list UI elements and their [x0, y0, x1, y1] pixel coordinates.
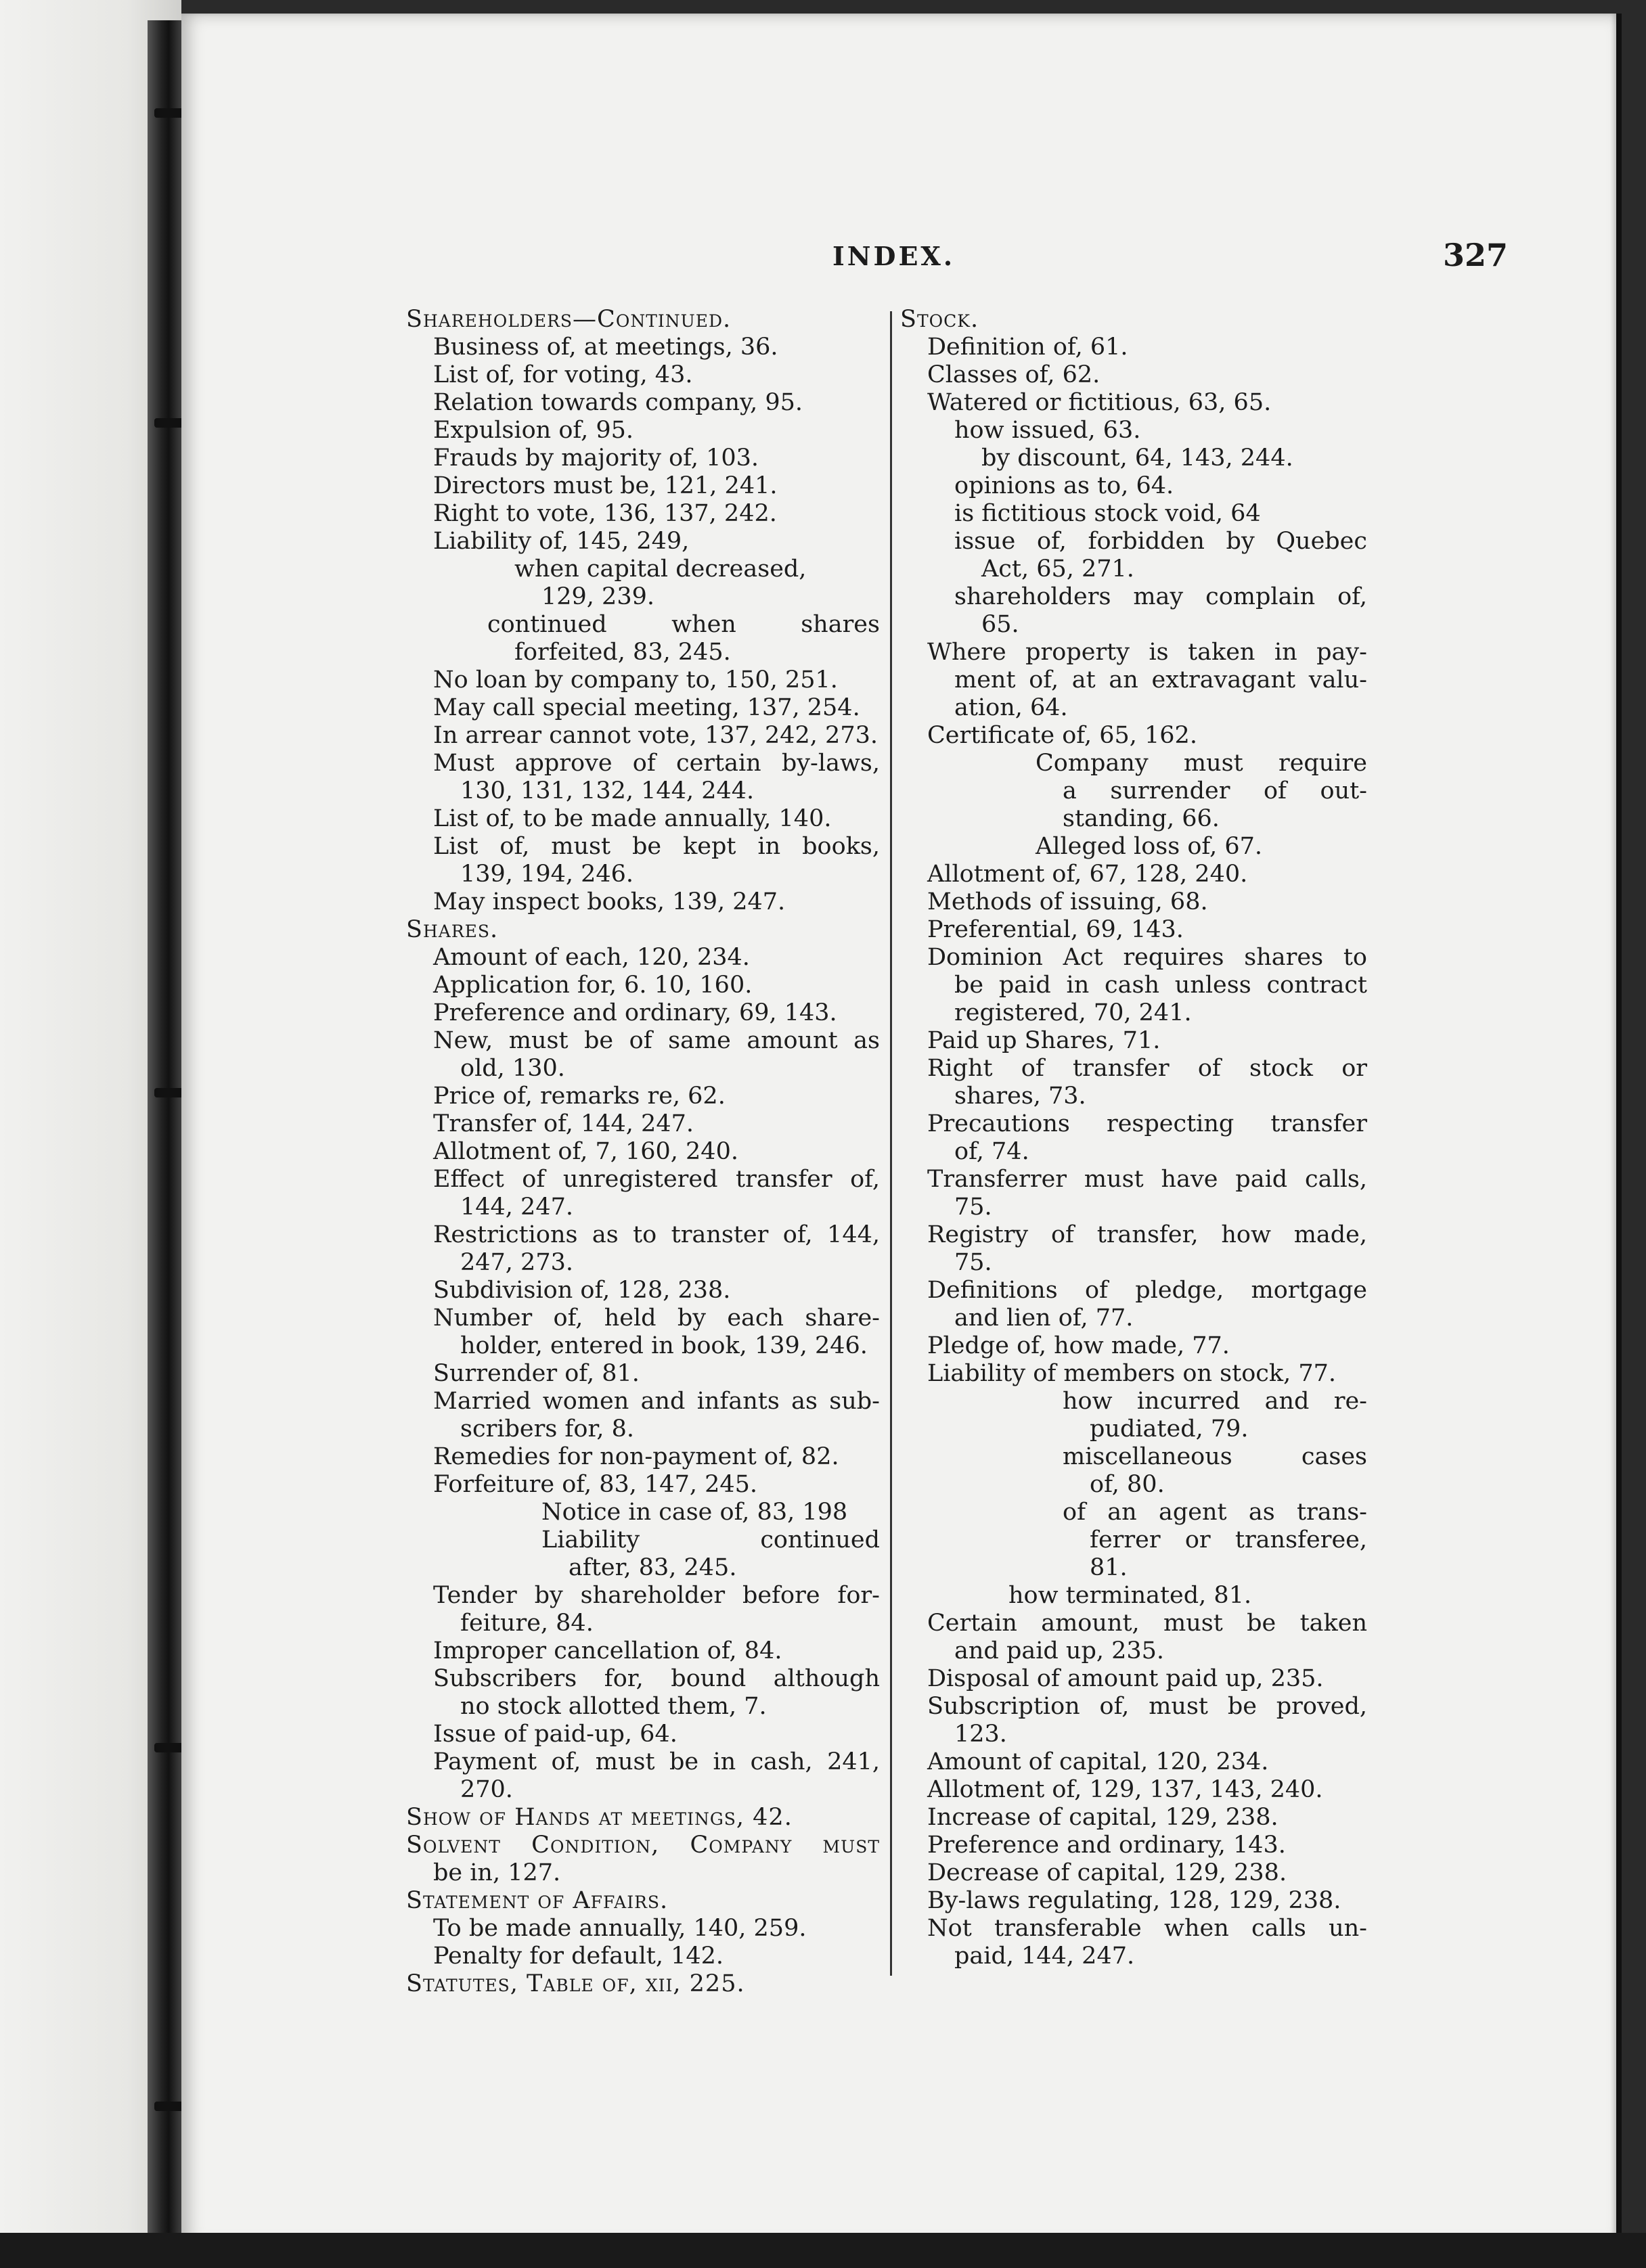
index-entry: Allotment of, 67, 128, 240.: [927, 861, 1248, 888]
index-entry: Relation towards company, 95.: [433, 389, 803, 416]
index-entry: Married women and infants as sub-: [433, 1388, 880, 1415]
running-head: INDEX.: [832, 241, 956, 271]
index-entry: Company must require: [1036, 750, 1367, 777]
index-entry: Watered or fictitious, 63, 65.: [927, 389, 1272, 416]
index-entry: by discount, 64, 143, 244.: [981, 445, 1293, 472]
index-entry: how terminated, 81.: [1008, 1582, 1252, 1609]
index-entry: be in, 127.: [433, 1859, 561, 1886]
index-entry: standing, 66.: [1063, 805, 1220, 832]
index-entry: Right to vote, 136, 137, 242.: [433, 500, 777, 527]
index-entry: Transfer of, 144, 247.: [433, 1110, 694, 1137]
book-spine: [148, 20, 183, 2246]
index-entry: Pledge of, how made, 77.: [927, 1332, 1230, 1359]
index-heading: Stock.: [900, 306, 979, 333]
index-entry: 123.: [954, 1721, 1007, 1748]
index-entry: and paid up, 235.: [954, 1637, 1165, 1664]
index-entry: is fictitious stock void, 64: [954, 500, 1261, 527]
index-entry: after, 83, 245.: [569, 1554, 737, 1581]
index-entry: when capital decreased,: [514, 555, 807, 583]
index-entry: By-laws regulating, 128, 129, 238.: [927, 1887, 1341, 1914]
index-entry: May inspect books, 139, 247.: [433, 888, 786, 915]
index-entry: Number of, held by each share-: [433, 1305, 880, 1332]
index-entry: Increase of capital, 129, 238.: [927, 1804, 1278, 1831]
index-entry: Registry of transfer, how made,: [927, 1221, 1367, 1248]
index-page: [181, 14, 1616, 2246]
index-entry: To be made annually, 140, 259.: [433, 1915, 807, 1942]
index-entry: 270.: [460, 1776, 513, 1803]
index-entry: Certificate of, 65, 162.: [927, 722, 1197, 749]
page-edge: [1616, 14, 1622, 2246]
index-entry: Not transferable when calls un-: [927, 1915, 1367, 1942]
index-entry: Restrictions as to transter of, 144,: [433, 1221, 880, 1248]
index-entry: Penalty for default, 142.: [433, 1943, 724, 1970]
index-entry: paid, 144, 247.: [954, 1943, 1135, 1970]
index-entry: Preference and ordinary, 69, 143.: [433, 999, 837, 1026]
index-heading: Statement of Affairs.: [406, 1887, 669, 1914]
index-entry: 75.: [954, 1249, 992, 1276]
index-entry: No loan by company to, 150, 251.: [433, 666, 838, 694]
index-entry: continued when shares: [487, 611, 880, 638]
page-header: [181, 237, 1616, 275]
index-entry: 81.: [1090, 1554, 1128, 1581]
index-entry: 130, 131, 132, 144, 244.: [460, 777, 755, 804]
index-entry: a surrender of out-: [1063, 777, 1367, 804]
index-entry: New, must be of same amount as: [433, 1027, 880, 1054]
index-entry: Forfeiture of, 83, 147, 245.: [433, 1471, 758, 1498]
index-entry: Tender by shareholder before for-: [433, 1582, 880, 1609]
index-entry: forfeited, 83, 245.: [514, 639, 731, 666]
index-entry: old, 130.: [460, 1055, 565, 1082]
page-number: 327: [1442, 237, 1508, 273]
index-heading: Show of Hands at meetings, 42.: [406, 1804, 793, 1831]
index-entry: Disposal of amount paid up, 235.: [927, 1665, 1324, 1692]
scan-border: [0, 2233, 1646, 2268]
index-column-right: [900, 306, 1367, 1970]
index-entry: Payment of, must be in cash, 241,: [433, 1748, 880, 1775]
index-entry: Remedies for non-payment of, 82.: [433, 1443, 839, 1470]
index-entry: ment of, at an extravagant valu-: [954, 666, 1367, 694]
index-entry: Methods of issuing, 68.: [927, 888, 1208, 915]
index-entry: Paid up Shares, 71.: [927, 1027, 1161, 1054]
index-entry: List of, for voting, 43.: [433, 361, 693, 388]
index-entry: Classes of, 62.: [927, 361, 1100, 388]
index-entry: Application for, 6. 10, 160.: [433, 972, 753, 999]
index-entry: feiture, 84.: [460, 1610, 594, 1637]
index-entry: Liability of members on stock, 77.: [927, 1360, 1336, 1387]
index-entry: Directors must be, 121, 241.: [433, 472, 778, 499]
index-entry: Alleged loss of, 67.: [1036, 833, 1263, 860]
index-entry: Business of, at meetings, 36.: [433, 334, 778, 361]
index-entry: shareholders may complain of,: [954, 583, 1367, 610]
index-entry: Improper cancellation of, 84.: [433, 1637, 782, 1664]
index-entry: Preferential, 69, 143.: [927, 916, 1184, 943]
index-entry: holder, entered in book, 139, 246.: [460, 1332, 868, 1359]
index-entry: Expulsion of, 95.: [433, 417, 634, 444]
index-entry: Definitions of pledge, mortgage: [927, 1277, 1367, 1304]
index-column-left: [406, 306, 880, 1998]
index-entry: of an agent as trans-: [1063, 1499, 1367, 1526]
index-entry: Subscribers for, bound although: [433, 1665, 880, 1692]
index-entry: Surrender of, 81.: [433, 1360, 640, 1387]
index-entry: of, 80.: [1090, 1471, 1165, 1498]
index-entry: Right of transfer of stock or: [927, 1055, 1367, 1082]
index-entry: Allotment of, 7, 160, 240.: [433, 1138, 738, 1165]
index-entry: Dominion Act requires shares to: [927, 944, 1367, 971]
index-entry: ferrer or transferee,: [1090, 1526, 1367, 1553]
index-entry: ation, 64.: [954, 694, 1068, 721]
index-entry: Decrease of capital, 129, 238.: [927, 1859, 1287, 1886]
index-heading: Solvent Condition, Company must: [406, 1832, 880, 1859]
index-entry: opinions as to, 64.: [954, 472, 1174, 499]
index-entry: Must approve of certain by-laws,: [433, 750, 880, 777]
index-entry: 247, 273.: [460, 1249, 573, 1276]
index-entry: Transferrer must have paid calls,: [927, 1166, 1367, 1193]
index-entry: 75.: [954, 1194, 992, 1221]
index-entry: Liability of, 145, 249,: [433, 528, 690, 555]
index-entry: Frauds by majority of, 103.: [433, 445, 759, 472]
index-entry: 139, 194, 246.: [460, 861, 634, 888]
index-heading: Shares.: [406, 916, 499, 943]
index-entry: registered, 70, 241.: [954, 999, 1192, 1026]
index-entry: 65.: [981, 611, 1019, 638]
index-entry: Preference and ordinary, 143.: [927, 1832, 1286, 1859]
index-entry: Price of, remarks re, 62.: [433, 1083, 726, 1110]
index-entry: Act, 65, 271.: [981, 555, 1134, 583]
column-divider: [890, 311, 892, 1976]
index-entry: List of, must be kept in books,: [433, 833, 880, 860]
index-entry: be paid in cash unless contract: [954, 972, 1367, 999]
index-entry: Amount of each, 120, 234.: [433, 944, 750, 971]
index-entry: pudiated, 79.: [1090, 1415, 1249, 1443]
index-entry: Where property is taken in pay-: [927, 639, 1367, 666]
index-entry: May call special meeting, 137, 254.: [433, 694, 860, 721]
index-entry: 129, 239.: [541, 583, 654, 610]
index-entry: In arrear cannot vote, 137, 242, 273.: [433, 722, 878, 749]
index-entry: Definition of, 61.: [927, 334, 1128, 361]
index-entry: issue of, forbidden by Quebec: [954, 528, 1367, 555]
index-entry: Subdivision of, 128, 238.: [433, 1277, 731, 1304]
index-entry: Precautions respecting transfer: [927, 1110, 1367, 1137]
index-entry: List of, to be made annually, 140.: [433, 805, 832, 832]
index-entry: miscellaneous cases: [1063, 1443, 1367, 1470]
index-entry: Allotment of, 129, 137, 143, 240.: [927, 1776, 1323, 1803]
index-entry: Issue of paid-up, 64.: [433, 1721, 677, 1748]
index-entry: scribers for, 8.: [460, 1415, 634, 1443]
index-entry: how incurred and re-: [1063, 1388, 1367, 1415]
index-heading: Shareholders—Continued.: [406, 306, 732, 333]
index-entry: and lien of, 77.: [954, 1305, 1134, 1332]
index-entry: how issued, 63.: [954, 417, 1141, 444]
index-heading: Statutes, Table of, xii, 225.: [406, 1970, 745, 1997]
index-entry: Effect of unregistered transfer of,: [433, 1166, 880, 1193]
index-entry: 144, 247.: [460, 1194, 573, 1221]
index-entry: Subscription of, must be proved,: [927, 1693, 1367, 1720]
index-entry: of, 74.: [954, 1138, 1029, 1165]
index-entry: Liability continued: [541, 1526, 880, 1553]
index-entry: Amount of capital, 120, 234.: [927, 1748, 1269, 1775]
index-entry: shares, 73.: [954, 1083, 1086, 1110]
index-entry: Certain amount, must be taken: [927, 1610, 1367, 1637]
index-entry: no stock allotted them, 7.: [460, 1693, 767, 1720]
index-entry: Notice in case of, 83, 198: [541, 1499, 848, 1526]
